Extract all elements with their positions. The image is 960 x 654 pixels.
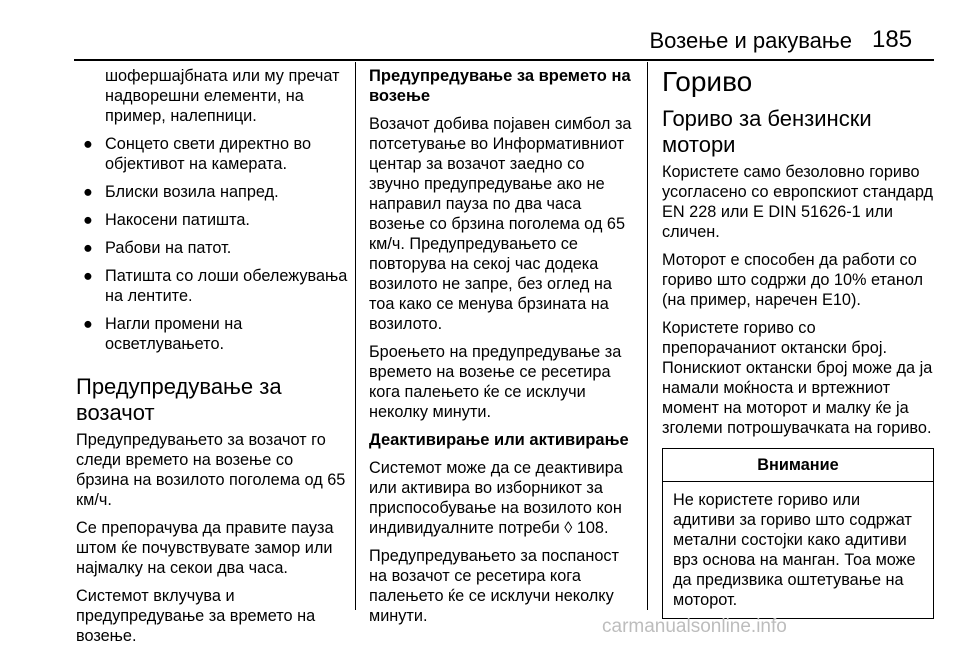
bullet-icon: ●: [83, 267, 93, 285]
continued-bullet-text: шофершајбната или му пречат надворешни елементи, на пример, налепници.: [105, 67, 340, 125]
bullet-list: [76, 134, 348, 354]
list-item-text: Блиски возила напред.: [105, 183, 279, 201]
column-1: [76, 66, 348, 654]
bullet-icon: ●: [83, 315, 93, 333]
header-title: Возење и ракување: [649, 28, 852, 53]
header-divider: [74, 59, 934, 61]
paragraph: Системот вклучува и предупредување за времето на возење.: [76, 587, 316, 645]
bullet-icon: ●: [83, 135, 93, 153]
list-item-text: Накосени патишта.: [105, 211, 250, 229]
bullet-icon: ●: [83, 211, 93, 229]
subsection-title-petrol-fuel: Гориво за бензински мотори: [662, 106, 872, 157]
page-reference-link[interactable]: 108.: [576, 519, 609, 537]
column-divider-2: [647, 62, 648, 610]
watermark: carmanualsonline.info: [602, 616, 787, 637]
list-item-text: Нагли промени на осветлувањето.: [105, 315, 243, 353]
section-title-fuel: Гориво: [662, 66, 753, 97]
list-item: [76, 182, 348, 202]
list-item: [76, 238, 348, 258]
paragraph: Предупредувањето за поспаност на возачот се ресетира кога палењето ќе се исклучи неколку минути.: [369, 547, 619, 625]
caution-text: Не користете гориво или адитиви за гориво што содржат метални состојки како адитиви врз основа на манган. Тоа може да предизвика оштетување на моторот.: [673, 491, 916, 609]
column-divider-1: [355, 62, 356, 610]
section-heading-driver-warning: Предупредување за возачот: [76, 374, 282, 425]
list-item-text: Рабови на патот.: [105, 239, 232, 257]
list-item: [76, 134, 348, 174]
paragraph-text: Системот може да се деактивира или активира во изборникот за приспособување на возилото кон индивидуалните потреби: [369, 459, 623, 537]
paragraph: Користете само безоловно гориво усогласено со европскиот стандард EN 228 или E DIN 51626-1 или сличен.: [662, 163, 934, 241]
paragraph: Броењето на предупредување за времето на возење се ресетира кога палењето ќе се исклучи неколку минути.: [369, 343, 622, 421]
bullet-icon: ●: [83, 239, 93, 257]
paragraph-with-page-reference: [369, 458, 635, 538]
column-2: [369, 66, 635, 634]
paragraph: Предупредувањето за возачот го следи времето на возење со брзина на возилото поголема од 65 км/ч.: [76, 431, 346, 509]
column-3: [662, 66, 934, 619]
page-reference-arrow-icon: ◊: [564, 519, 573, 537]
list-item: [76, 210, 348, 230]
bullet-icon: ●: [83, 183, 93, 201]
paragraph: Користете гориво со препорачаниот октански број. Понискиот октански број може да ја намали моќноста и вртежниот момент на моторот и малку ќе ја зголеми потрошувачката на гориво.: [662, 319, 933, 437]
paragraph: Се препорачува да правите пауза штом ќе почувствувате замор или најмалку на секои два часа.: [76, 519, 334, 577]
list-item: [76, 314, 348, 354]
page-number: 185: [872, 26, 913, 53]
list-item: [76, 266, 348, 306]
caution-title: Внимание: [663, 449, 933, 482]
list-item-text: Патишта со лоши обележувања на лентите.: [105, 267, 348, 305]
subheading-deactivate-activate: Деактивирање или активирање: [369, 431, 629, 449]
paragraph: Моторот е способен да работи со гориво што содржи до 10% етанол (на пример, наречен E10).: [662, 251, 924, 309]
list-item-text: Сонцето свети директно во објективот на камерата.: [105, 135, 312, 173]
paragraph: Возачот добива појавен симбол за потсетување во Информативниот центар за возачот заедно со звучно предупредување ако не направил пауза по два часа возење со брзина поголема од 65 км/ч. Предупредувањето се повторува на секој час додека возилото не запре, без оглед на тоа како се менува брзината на возилото.: [369, 115, 632, 333]
caution-box: [662, 448, 934, 619]
subheading-driving-time-warning: Предупредување за времето на возење: [369, 67, 631, 105]
